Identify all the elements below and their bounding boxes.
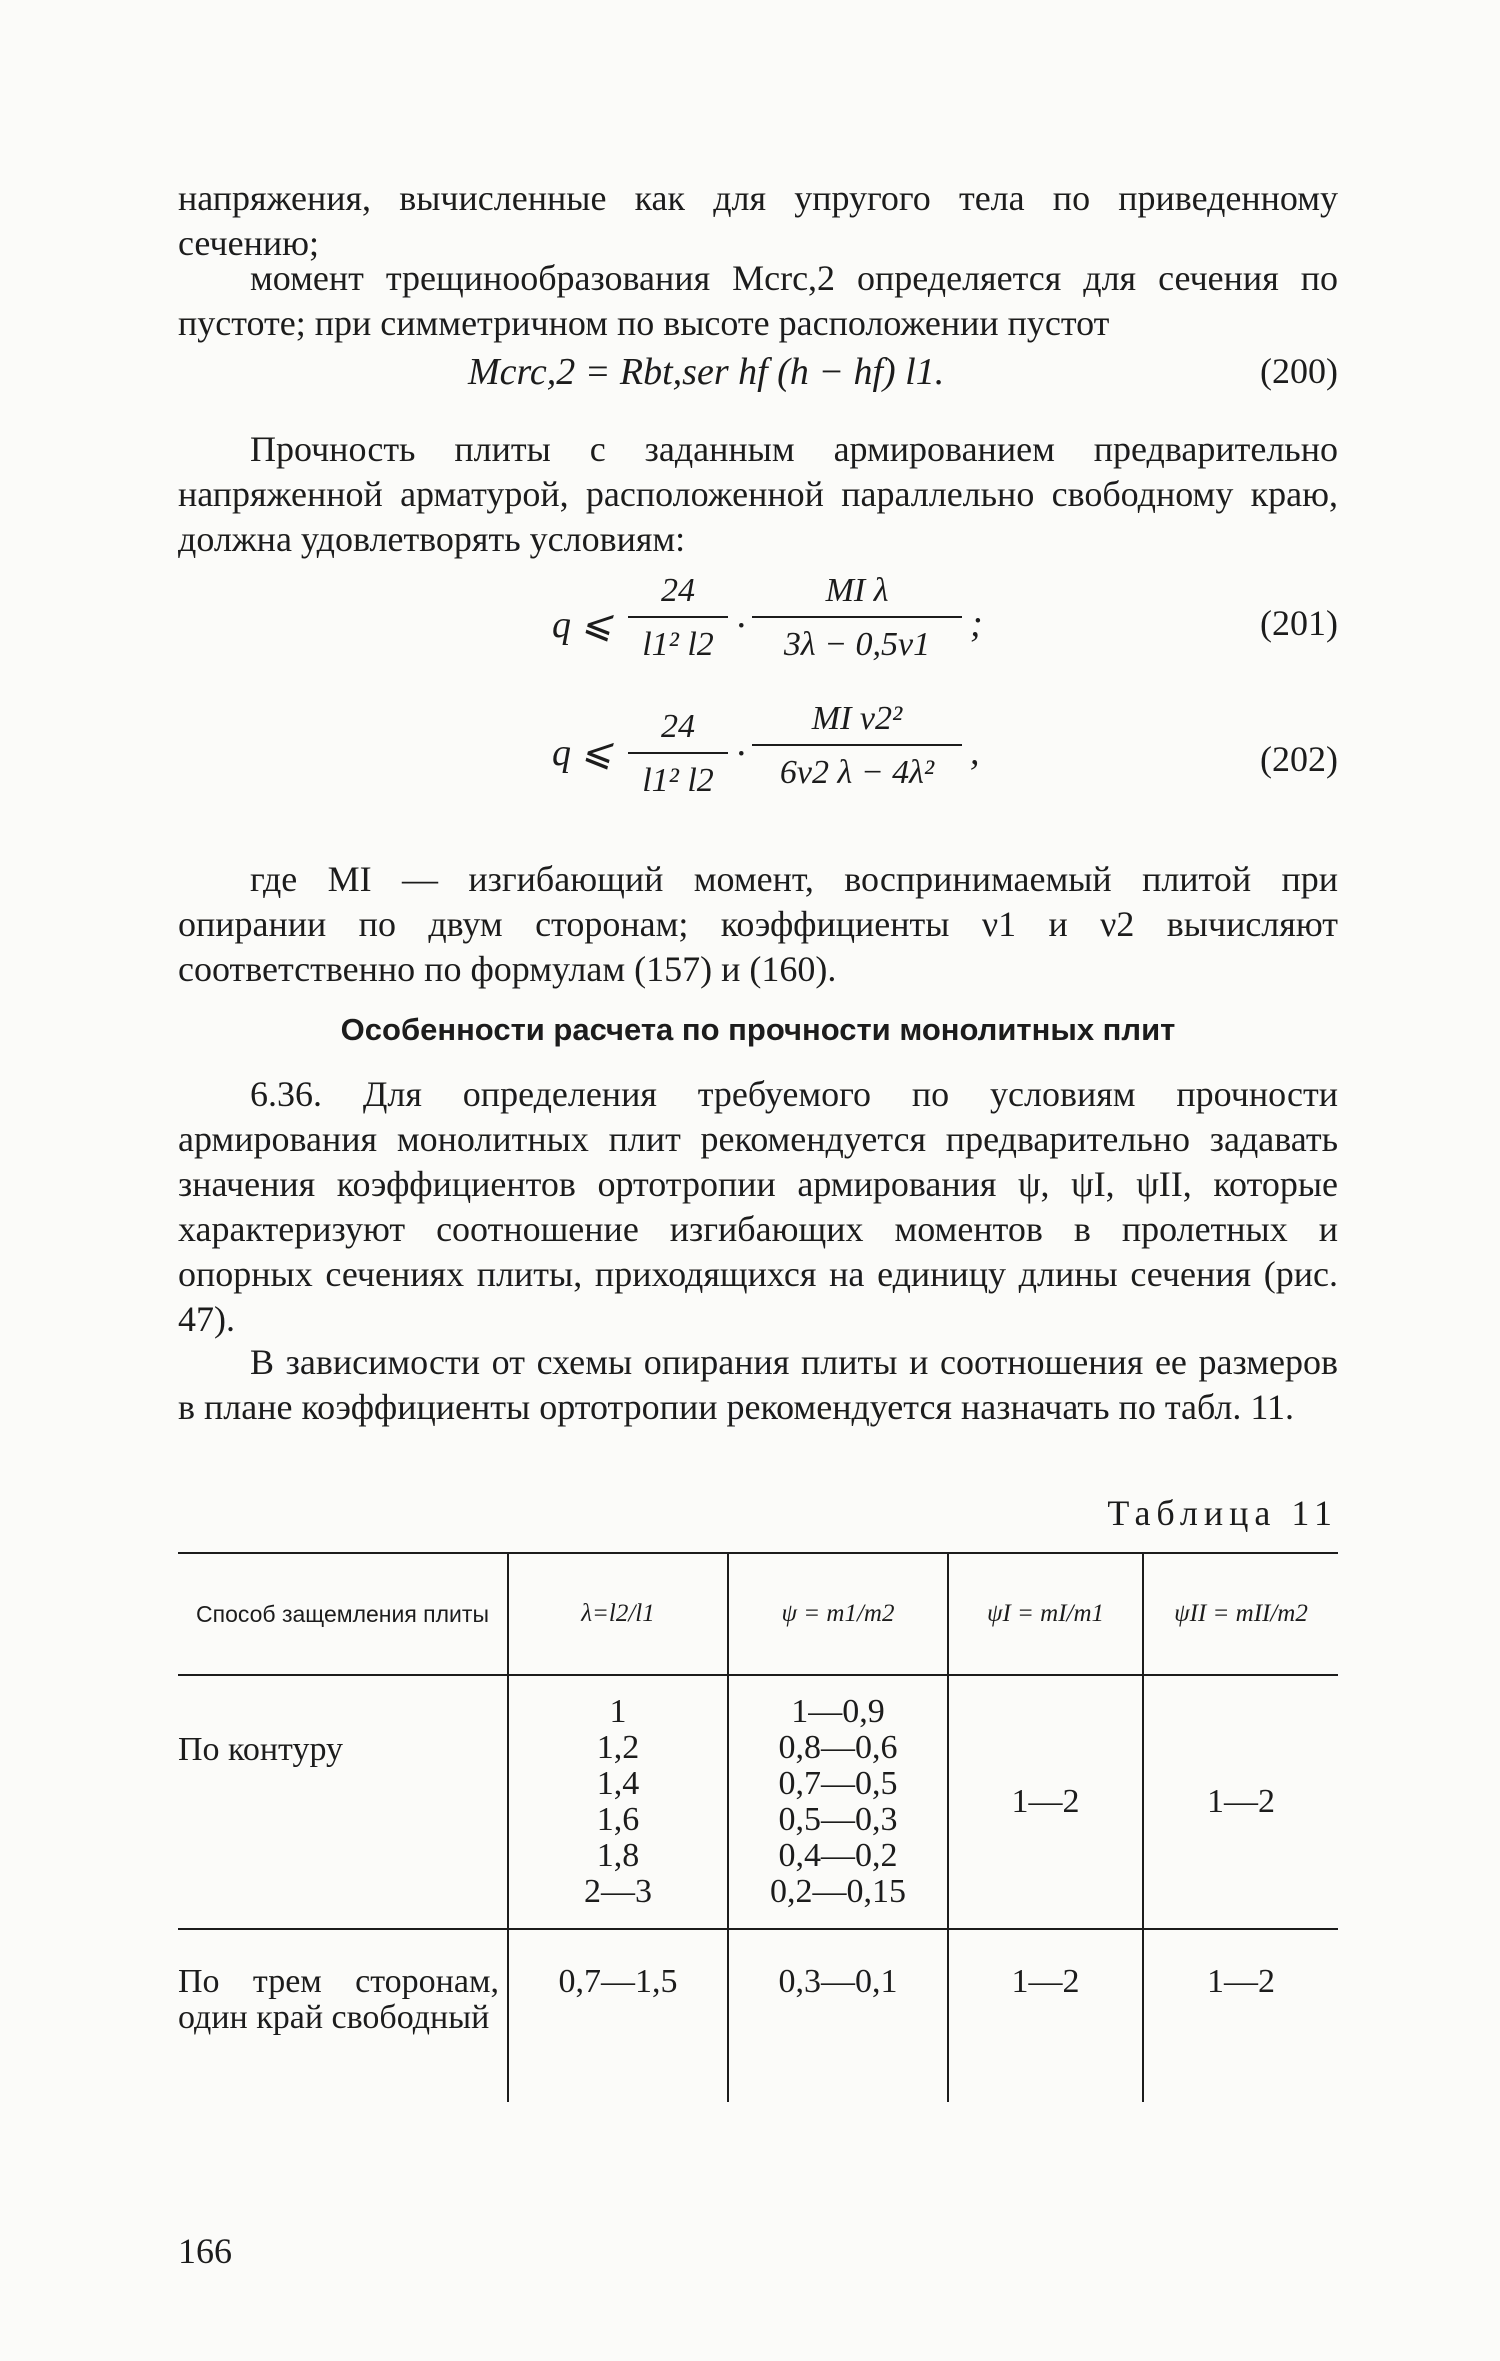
formula-200: Mcrc,2 = Rbt,ser hf (h − hf) l1. [468, 351, 945, 393]
cell-psi-i: 1—2 [948, 1675, 1143, 1929]
table-row [178, 1675, 1338, 1929]
formula-201-frac1-denominator: l1² l2 [642, 626, 714, 663]
header-psi-ii: ψII = mII/m2 [1143, 1553, 1338, 1675]
header-psi-i: ψI = mI/m1 [948, 1553, 1143, 1675]
paragraph-table-reference: В зависимости от схемы опирания плиты и соотношения ее размеров в плане коэффициенты ортотропии рекомендуется назначать по табл. 11. [178, 1342, 1338, 1427]
lambda-value: 1,2 [596, 1729, 640, 1766]
paragraph-crack-moment: момент трещинообразования Mcrc,2 определяется для сечения по пустоте; при симметричном по высоте расположении пустот [178, 258, 1338, 343]
formula-201-frac1-numerator: 24 [628, 572, 728, 618]
paragraph-where: где MI — изгибающий момент, воспринимаемый плитой при опирании по двум сторонам; коэффициенты ν1 и ν2 вычисляют соответственно по формулам (157) и (160). [178, 859, 1338, 989]
paragraph-strength-conditions: Прочность плиты с заданным армированием предварительно напряженной арматурой, расположенной параллельно свободному краю, должна удовлетворять условиям: [178, 429, 1338, 559]
formula-202-dot: · [736, 733, 746, 775]
formula-202-lhs: q ⩽ [552, 732, 613, 774]
paragraph-stress: напряжения, вычисленные как для упругого тела по приведенному сечению; [178, 178, 1338, 263]
header-psi: ψ = m1/m2 [728, 1553, 948, 1675]
formula-201-fraction-1 [628, 572, 728, 664]
formula-201-dot: · [736, 605, 746, 647]
cell-support: По контуру [178, 1675, 508, 1929]
lambda-value: 1,8 [596, 1837, 640, 1874]
formula-202-frac2-denominator: 6ν2 λ − 4λ² [779, 754, 935, 791]
header-lambda: λ=l2/l1 [508, 1553, 728, 1675]
orthotropy-table [178, 1552, 1338, 2102]
psi-value: 0,8—0,6 [778, 1729, 898, 1766]
lambda-value: 2—3 [584, 1873, 652, 1910]
equation-number-202: (202) [1260, 739, 1338, 779]
table-caption: Таблица 11 [1107, 1493, 1338, 1533]
cell-psi-ii: 1—2 [1143, 1929, 1338, 2102]
formula-201-fraction-2 [752, 572, 962, 664]
paragraph-6-36: 6.36. Для определения требуемого по условиям прочности армирования монолитных плит рекомендуется предварительно задавать значения коэффициентов ортотропии армирования ψ, ψI, ψII, которые характеризуют соотношение изгибающих моментов в пролетных и опорных сечениях плиты, приходящихся на единицу длины сечения (рис. 47). [178, 1074, 1338, 1339]
page-number: 166 [178, 2231, 232, 2271]
cell-psi [728, 1675, 948, 1929]
formula-201-frac2-numerator: MI λ [752, 572, 962, 618]
table-header-row [178, 1553, 1338, 1675]
psi-value: 1—0,9 [791, 1693, 885, 1730]
formula-202-end: , [970, 731, 980, 773]
psi-value: 0,7—0,5 [778, 1765, 898, 1802]
cell-lambda [508, 1675, 728, 1929]
cell-lambda: 0,7—1,5 [508, 1929, 728, 2102]
formula-201-end: ; [970, 603, 983, 645]
table-row [178, 1929, 1338, 2102]
section-heading: Особенности расчета по прочности монолитных плит [340, 1012, 1176, 1047]
formula-202-frac2-numerator: MI ν2² [752, 700, 962, 746]
formula-202-frac1-numerator: 24 [628, 708, 728, 754]
equation-number-201: (201) [1260, 603, 1338, 643]
equation-number-200: (200) [1260, 351, 1338, 391]
psi-value: 0,5—0,3 [778, 1801, 898, 1838]
header-support-type: Способ защемления плиты [178, 1553, 508, 1675]
formula-201-frac2-denominator: 3λ − 0,5ν1 [783, 626, 931, 663]
cell-support: По трем сторонам, один край свободный [178, 1963, 499, 2036]
formula-201-lhs: q ⩽ [552, 604, 613, 646]
cell-psi: 0,3—0,1 [728, 1929, 948, 2102]
lambda-value: 1,4 [596, 1765, 640, 1802]
formula-202-fraction-2 [752, 700, 962, 792]
lambda-value: 1,6 [596, 1801, 640, 1838]
cell-psi-i: 1—2 [948, 1929, 1143, 2102]
cell-psi-ii: 1—2 [1143, 1675, 1338, 1929]
psi-value: 0,2—0,15 [770, 1873, 906, 1910]
lambda-value: 1 [609, 1693, 627, 1730]
formula-202-frac1-denominator: l1² l2 [642, 762, 714, 799]
psi-value: 0,4—0,2 [778, 1837, 898, 1874]
formula-202-fraction-1 [628, 708, 728, 800]
